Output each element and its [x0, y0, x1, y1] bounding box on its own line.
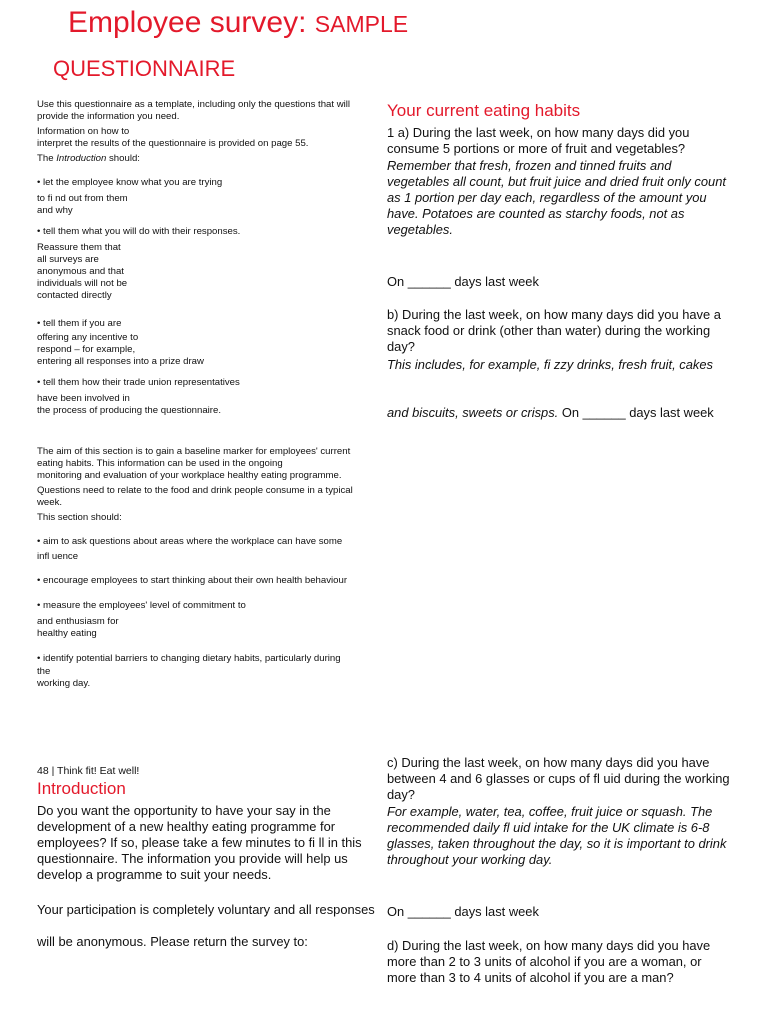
question-1b-line: b) During the last week, on how many days did you have a	[387, 307, 721, 322]
question-1b-note: This includes, for example, fi zzy drinks, fresh fruit, cakes	[387, 357, 713, 372]
note-bullet: • let the employee know what you are trying	[37, 177, 223, 188]
question-1a-note: have. Potatoes are counted as starchy foods, not as	[387, 206, 685, 221]
note-line: week.	[37, 497, 63, 508]
question-1b-answer[interactable]: On ______ days last week	[558, 405, 714, 420]
note-line: have been involved in	[37, 393, 130, 404]
note-line: Information on how to	[37, 126, 130, 137]
question-1a-line: consume 5 portions or more of fruit and vegetables?	[387, 141, 686, 156]
question-1c-note: glasses, taken throughout the day, so it is important to drink	[387, 836, 727, 851]
note-line: Use this questionnaire as a template, including only the questions that will	[37, 99, 351, 110]
note-line: to fi nd out from them	[37, 193, 128, 204]
note-line: monitoring and evaluation of your workplace healthy eating programme.	[37, 470, 342, 481]
question-1d-line: more than 3 to 4 units of alcohol if you are a man?	[387, 970, 674, 985]
note-line: individuals will not be	[37, 278, 128, 289]
note-line: anonymous and that	[37, 266, 124, 277]
page-reference: 48 | Think fit! Eat well!	[37, 765, 140, 777]
note-line: and why	[37, 205, 73, 216]
question-1c-note: throughout your working day.	[387, 852, 553, 867]
introduction-heading: Introduction	[37, 779, 126, 798]
note-line: healthy eating	[37, 628, 97, 639]
note-line: Questions need to relate to the food and drink people consume in a typical	[37, 485, 353, 496]
intro-line: develop a programme to suit your needs.	[37, 867, 272, 882]
eating-habits-heading: Your current eating habits	[387, 101, 581, 120]
note-line: the process of producing the questionnaire.	[37, 405, 222, 416]
note-line: all surveys are	[37, 254, 99, 265]
title-main: Employee survey:	[68, 6, 307, 39]
question-1c-line: c) During the last week, on how many days did you have	[387, 755, 710, 770]
question-1b-note: and biscuits, sweets or crisps.	[387, 405, 559, 420]
question-1a-answer[interactable]: On ______ days last week	[387, 274, 539, 289]
note-line: eating habits. This information can be used in the ongoing	[37, 458, 283, 469]
note-line: the	[37, 666, 51, 677]
note-line: entering all responses into a prize draw	[37, 356, 204, 367]
note-bullet: • tell them what you will do with their responses.	[37, 226, 241, 237]
note-bullet: • identify potential barriers to changing dietary habits, particularly during	[37, 653, 341, 664]
note-line: and enthusiasm for	[37, 616, 119, 627]
note-line: This section should:	[37, 512, 122, 523]
note-line: The aim of this section is to gain a baseline marker for employees' current	[37, 446, 351, 457]
note-line: Reassure them that	[37, 242, 121, 253]
note-bullet: • measure the employees' level of commitment to	[37, 600, 246, 611]
note-line: provide the information you need.	[37, 111, 180, 122]
intro-line: questionnaire. The information you provide will help us	[37, 851, 348, 866]
note-line: interpret the results of the questionnaire is provided on page 55.	[37, 138, 309, 149]
question-1a-line: 1 a) During the last week, on how many days did you	[387, 125, 690, 140]
page-subtitle: QUESTIONNAIRE	[53, 56, 236, 81]
question-1b-line: snack food or drink (other than water) during the working	[387, 323, 711, 338]
question-1c-note: recommended daily fl uid intake for the UK climate is 6-8	[387, 820, 710, 835]
intro-line: development of a new healthy eating programme for	[37, 819, 336, 834]
note-line: The Introduction should:	[37, 153, 140, 164]
note-line: offering any incentive to	[37, 332, 139, 343]
question-1d-line: more than 2 to 3 units of alcohol if you are a woman, or	[387, 954, 702, 969]
intro-line: will be anonymous. Please return the survey to:	[37, 934, 308, 949]
question-1c-answer[interactable]: On ______ days last week	[387, 904, 539, 919]
question-1b-answer-line	[387, 405, 714, 421]
question-1a-note: as 1 portion per day each, regardless of the amount you	[387, 190, 707, 205]
note-line: respond – for example,	[37, 344, 136, 355]
note-line: working day.	[37, 678, 91, 689]
question-1c-line: between 4 and 6 glasses or cups of fl uid during the working	[387, 771, 730, 786]
intro-line: Do you want the opportunity to have your say in the	[37, 803, 331, 818]
intro-line: Your participation is completely voluntary and all responses	[37, 902, 375, 917]
question-1a-note: vegetables all count, but fruit juice and dried fruit only count	[387, 174, 726, 189]
question-1a-note: Remember that fresh, frozen and tinned fruits and	[387, 158, 672, 173]
question-1c-line: day?	[387, 787, 415, 802]
note-line: contacted directly	[37, 290, 112, 301]
question-1c-note: For example, water, tea, coffee, fruit juice or squash. The	[387, 804, 713, 819]
question-1a-note: vegetables.	[387, 222, 453, 237]
title-sample: SAMPLE	[314, 11, 409, 37]
note-bullet: • tell them if you are	[37, 318, 122, 329]
note-line: infl uence	[37, 551, 79, 562]
note-bullet: • aim to ask questions about areas where the workplace can have some	[37, 536, 343, 547]
note-bullet: • tell them how their trade union representatives	[37, 377, 240, 388]
question-1d-line: d) During the last week, on how many days did you have	[387, 938, 711, 953]
note-bullet: • encourage employees to start thinking about their own health behaviour	[37, 575, 348, 586]
question-1b-line: day?	[387, 339, 415, 354]
page-title	[68, 7, 408, 40]
intro-line: employees? If so, please take a few minutes to fi ll in this	[37, 835, 362, 850]
